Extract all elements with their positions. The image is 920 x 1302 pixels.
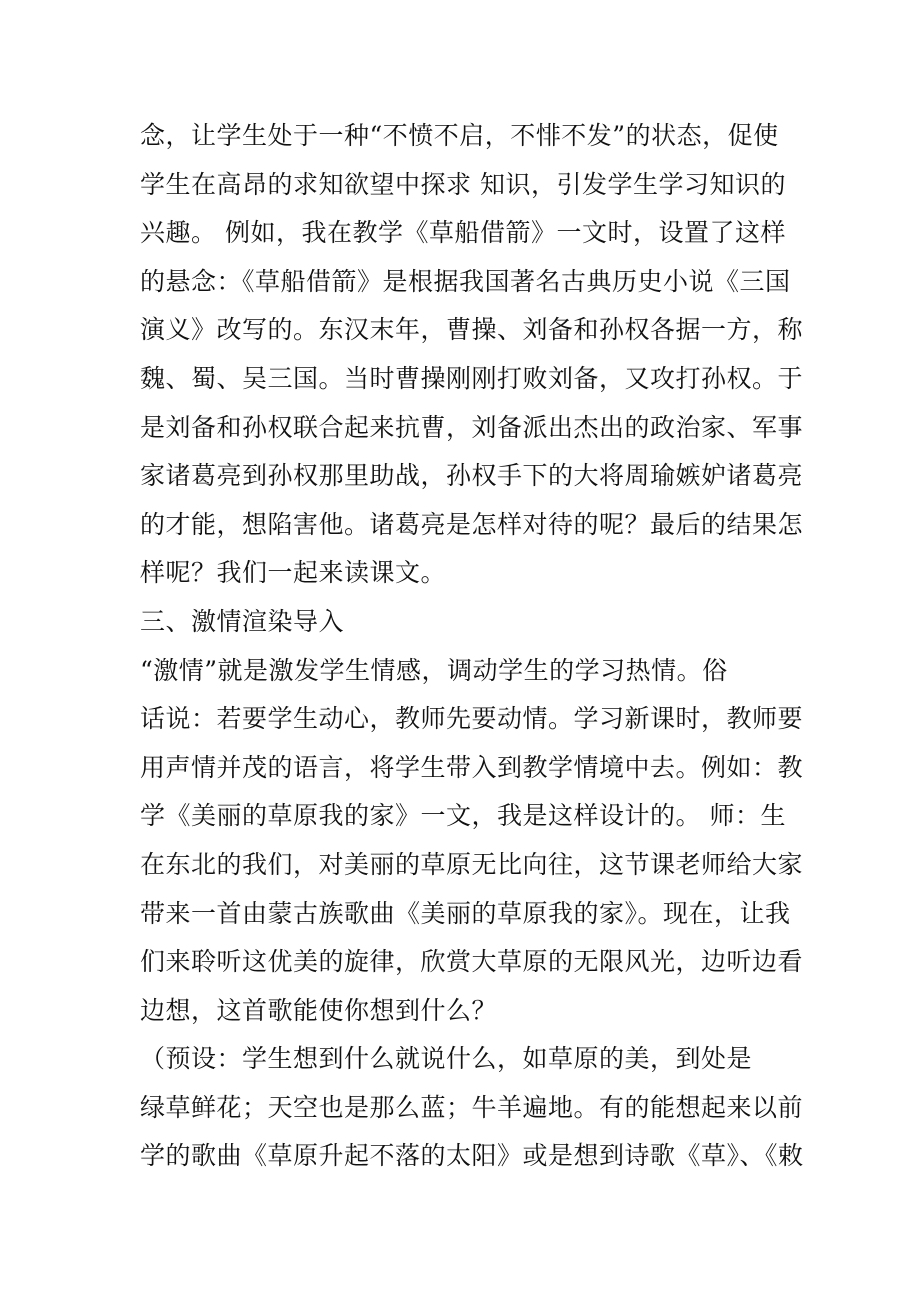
text-line-10: 样呢？我们一起来读课文。 [140,558,447,588]
text-line-3: 兴趣。 例如，我在教学《草船借箭》一文时，设置了这样 [140,218,786,248]
body-text [140,112,804,1181]
text-line-5: 演义》改写的。东汉末年，曹操、刘备和孙权各据一方，称 [140,315,804,345]
text-line-13: 话说：若要学生动心，教师先要动情。学习新课时，教师要 [140,704,804,734]
text-line-6: 魏、蜀、吴三国。当时曹操刚刚打败刘备，又攻打孙权。于 [140,363,804,393]
text-line-22: 学的歌曲《草原升起不落的太阳》或是想到诗歌《草》、《敕 [140,1141,804,1171]
text-line-18: 们来聆听这优美的旋律，欣赏大草原的无限风光，边听边看 [140,947,804,977]
text-line-1: 念，让学生处于一种“不愤不启，不悱不发”的状态，促使 [140,121,779,150]
text-line-21: 绿草鲜花；天空也是那么蓝；牛羊遍地。有的能想起来以前 [140,1092,804,1122]
text-line-14: 用声情并茂的语言，将学生带入到教学情境中去。例如：教 [140,752,804,782]
text-line-8: 家诸葛亮到孙权那里助战，孙权手下的大将周瑜嫉妒诸葛亮 [140,461,804,491]
text-line-20: （预设：学生想到什么就说什么，如草原的美，到处是 [140,1044,753,1074]
text-line-17: 带来一首由蒙古族歌曲《美丽的草原我的家》。现在，让我 [140,898,791,928]
text-line-9: 的才能，想陷害他。诸葛亮是怎样对待的呢？最后的结果怎 [140,509,804,539]
text-line-16: 在东北的我们，对美丽的草原无比向往，这节课老师给大家 [140,849,804,879]
text-line-2: 学生在高昂的求知欲望中探求 知识，引发学生学习知识的 [140,169,786,199]
text-line-15: 学《美丽的草原我的家》一文，我是这样设计的。 师：生 [140,801,786,831]
text-line-7: 是刘备和孙权联合起来抗曹，刘备派出杰出的政治家、军事 [140,412,804,442]
text-line-12: “激情”就是激发学生情感，调动学生的学习热情。俗 [140,655,728,685]
section-heading: 三、激情渲染导入 [140,606,345,636]
text-line-4: 的悬念：《草船借箭》是根据我国著名古典历史小说《三国 [140,266,791,296]
text-line-19: 边想，这首歌能使你想到什么？ [140,995,498,1025]
